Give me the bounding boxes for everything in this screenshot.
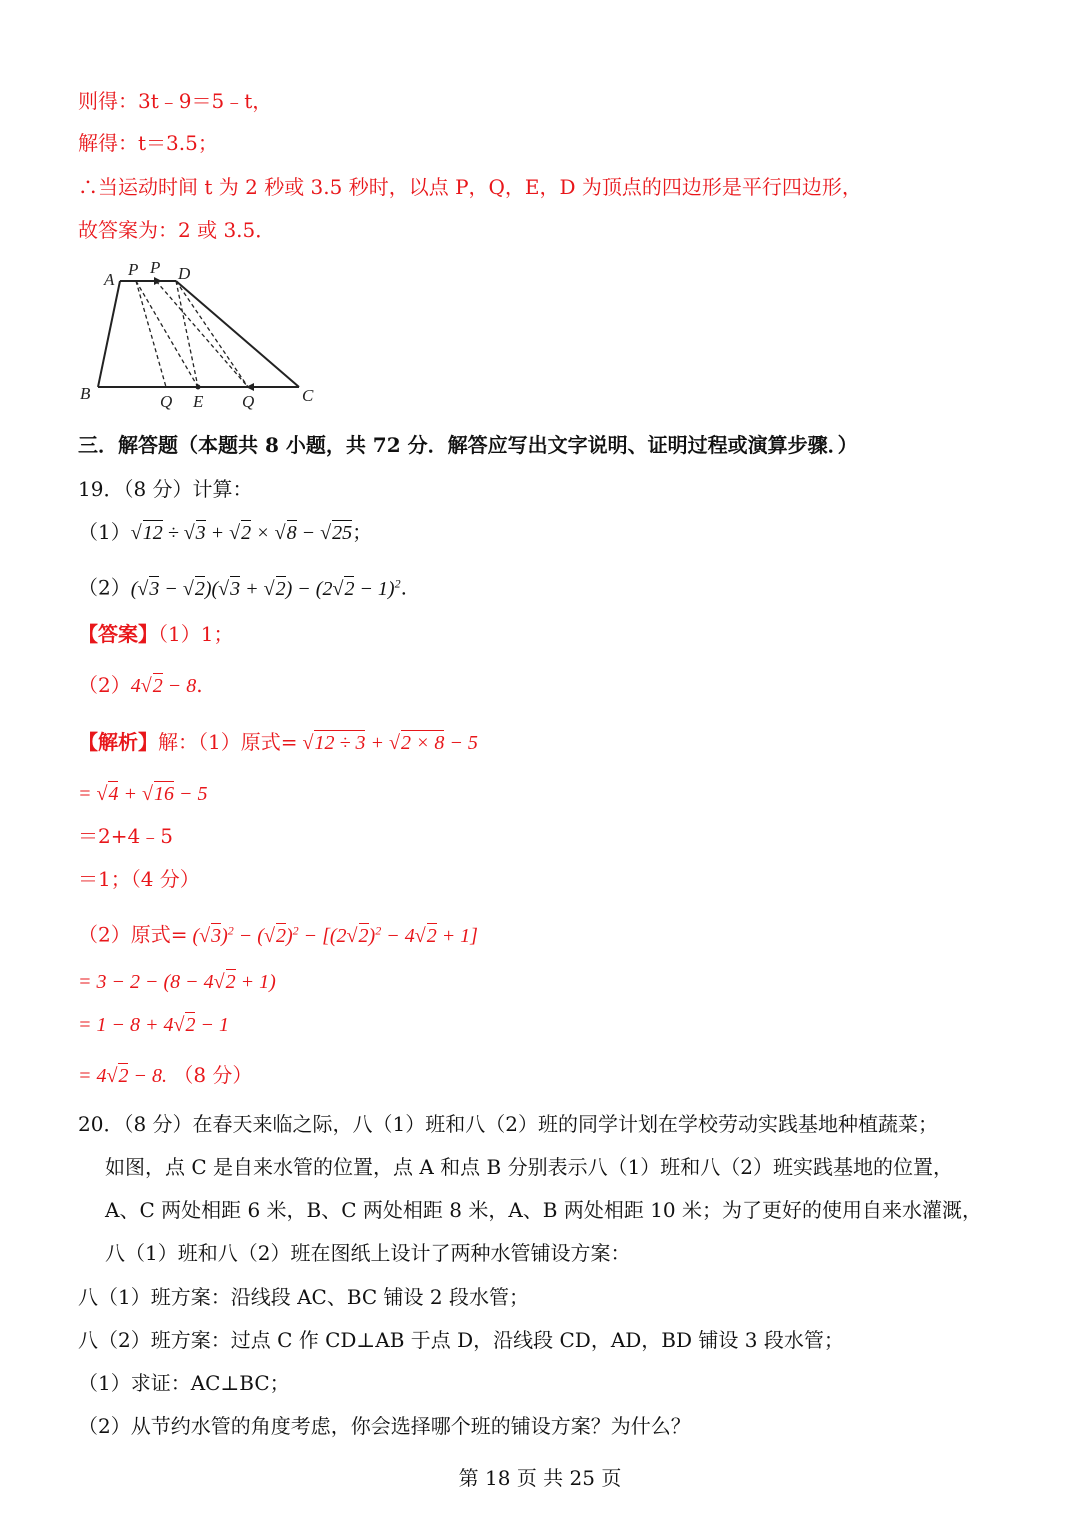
q19-answer-2: （2）4√2 − 8. (78, 673, 203, 697)
label-P1: P (128, 260, 139, 279)
q20-line-2: 如图，点 C 是自来水管的位置，点 A 和点 B 分别表示八（1）班和八（2）班实践基地的位置， (105, 1155, 954, 1179)
solution-line-1: 则得：3t﹣9＝5﹣t， (78, 89, 273, 113)
q19-part2-solution: （2）原式= $(√3)^2 - (√2)^2 - [(2√2)^2 - 4√2 + 1]$ (78, 922, 478, 947)
q20-line-5: 八（1）班方案：沿线段 AC、BC 铺设 2 段水管； (78, 1285, 529, 1309)
label-A: A (104, 270, 115, 289)
q20-line-1: 20．（8 分）在春天来临之际，八（1）班和八（2）班的同学计划在学校劳动实践基地种植蔬菜； (78, 1112, 938, 1136)
q19-part2-step-3: = 1 − 8 + 4√2 − 1 (78, 1014, 229, 1036)
q19-analysis: 【解析】解：（1）原式= √12 ÷ 3 + √2 × 8 − 5 (78, 730, 478, 754)
q19-step-3: ＝2+4﹣5 (78, 824, 173, 848)
q20-part2: （2）从节约水管的角度考虑，你会选择哪个班的铺设方案？为什么？ (78, 1414, 691, 1438)
q20-line-4: 八（1）班和八（2）班在图纸上设计了两种水管铺设方案： (105, 1241, 631, 1265)
section-heading: 三．解答题（本题共 8 小题，共 72 分．解答应写出文字说明、证明过程或演算步骤．） (78, 433, 858, 457)
label-Q1: Q (160, 392, 173, 411)
q20-part1: （1）求证：AC⊥BC； (78, 1371, 290, 1395)
label-B: B (80, 384, 91, 403)
solution-line-4: 故答案为：2 或 3.5． (78, 218, 276, 242)
q20-line-6: 八（2）班方案：过点 C 作 CD⊥AB 于点 D，沿线段 CD，AD，BD 铺设 3 段水管； (78, 1328, 844, 1352)
q19-step-4: ＝1；（4 分） (78, 867, 200, 891)
q19-title: 19．（8 分）计算： (78, 477, 253, 501)
solution-line-2: 解得：t＝3.5； (78, 131, 218, 155)
q19-part2-step-2: = 3 − 2 − (8 − 4√2 + 1) (78, 971, 276, 993)
q19-part2-step-4: = 4√2 − 8. （8 分） (78, 1063, 253, 1087)
label-D: D (178, 264, 191, 283)
label-P2: P (150, 258, 161, 277)
q19-part2: $(2)(√3 - √2)(√3 + √2) - (2√2 - 1)^2$. (78, 575, 407, 600)
page-footer: 第 18 页 共 25 页 (458, 1466, 622, 1490)
label-E: E (193, 392, 204, 411)
solution-line-3: ∴当运动时间 t 为 2 秒或 3.5 秒时，以点 P，Q，E，D 为顶点的四边形是平行四边形， (78, 175, 862, 199)
label-Q2: Q (242, 392, 255, 411)
trapezoid-figure (76, 255, 326, 415)
q19-answer: 【答案】（1）1； (78, 622, 234, 646)
q19-part1: （1）√12 ÷ √3 + √2 × √8 − √25； (78, 520, 373, 544)
label-C: C (302, 386, 314, 405)
q19-step-2: = √4 + √16 − 5 (78, 783, 208, 805)
q20-line-3: A、C 两处相距 6 米，B、C 两处相距 8 米，A、B 两处相距 10 米；为了更好的使用自来水灌溉， (105, 1198, 983, 1222)
